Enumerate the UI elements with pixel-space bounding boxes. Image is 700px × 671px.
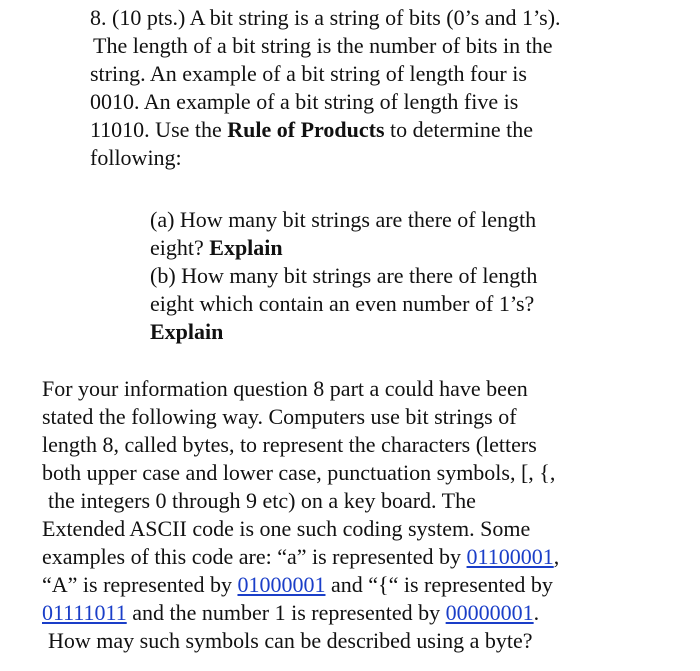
- part-a-line-1: (a) How many bit strings are there of length: [150, 207, 537, 232]
- info-line-9: 01111011 and the number 1 is represented by 00000001.: [42, 600, 540, 625]
- question-line-1: 8. (10 pts.) A bit string is a string of bits (0’s and 1’s).: [90, 5, 561, 30]
- question-line-2: The length of a bit string is the number of bits in the: [93, 33, 553, 58]
- info-line-4: both upper case and lower case, punctuation symbols, [, {,: [42, 460, 556, 485]
- question-line-5: 11010. Use the Rule of Products to determine the: [90, 117, 533, 142]
- info-line-3: length 8, called bytes, to represent the characters (letters: [42, 432, 537, 457]
- code-number-1[interactable]: 00000001: [445, 600, 534, 625]
- question-parts: [150, 206, 537, 346]
- info-line-6: Extended ASCII code is one such coding system. Some: [42, 516, 531, 541]
- question-points: (10 pts.): [112, 5, 186, 30]
- part-a-line-2: eight? Explain: [150, 235, 283, 260]
- info-paragraph: [42, 375, 559, 655]
- question-8: [90, 4, 561, 172]
- info-line-2: stated the following way. Computers use bit strings of: [42, 404, 517, 429]
- info-line-5: the integers 0 through 9 etc) on a key board. The: [48, 488, 476, 513]
- info-line-1: For your information question 8 part a could have been: [42, 376, 528, 401]
- part-b-explain: Explain: [150, 319, 224, 344]
- part-b-line-1: (b) How many bit strings are there of length: [150, 263, 538, 288]
- code-uppercase-a[interactable]: 01000001: [237, 572, 326, 597]
- info-line-10: How may such symbols can be described using a byte?: [48, 628, 533, 653]
- question-line-3: string. An example of a bit string of length four is: [90, 61, 527, 86]
- question-line-6: following:: [90, 145, 182, 170]
- info-line-8: “A” is represented by 01000001 and “{“ is represented by: [42, 572, 553, 597]
- rule-of-products: Rule of Products: [227, 117, 385, 142]
- part-b-line-2: eight which contain an even number of 1’s?: [150, 291, 535, 316]
- question-line-4: 0010. An example of a bit string of length five is: [90, 89, 519, 114]
- code-left-brace[interactable]: 01111011: [42, 600, 127, 625]
- info-line-7: examples of this code are: “a” is represented by 01100001,: [42, 544, 560, 569]
- code-lowercase-a[interactable]: 01100001: [466, 544, 554, 569]
- part-a-explain: Explain: [209, 235, 283, 260]
- question-number: 8.: [90, 5, 107, 30]
